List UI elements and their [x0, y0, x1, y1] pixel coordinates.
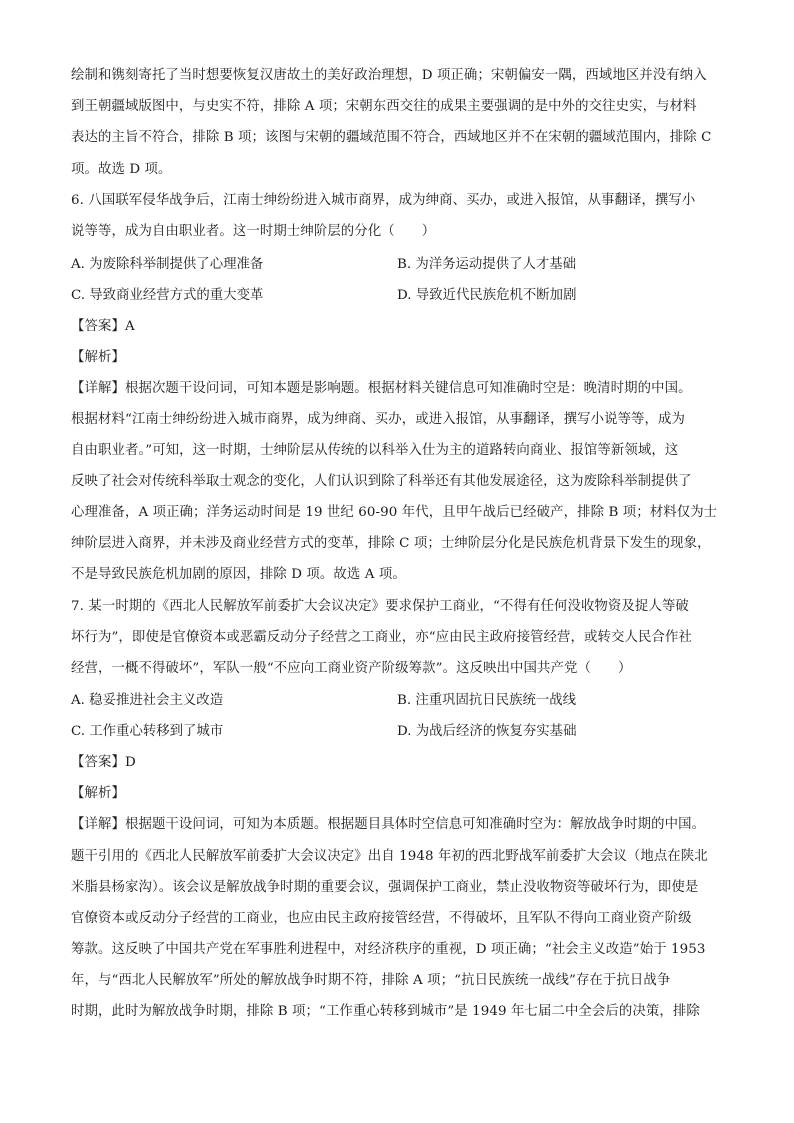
prev-analysis-line: 到王朝疆域版图中，与史实不符，排除 A 项；宋朝东西交往的成果主要强调的是中外的交往史实，与材料 — [71, 99, 697, 114]
q7-detail-line: 米脂县杨家沟）。该会议是解放战争时期的重要会议，强调保护工商业，禁止没收物资等破坏行为，即使是 — [71, 880, 699, 895]
q7-option-a: A. 稳妥推进社会主义改造 — [71, 693, 224, 708]
q6-option-a: A. 为废除科举制提供了心理准备 — [71, 257, 264, 272]
prev-analysis-line: 绘制和镌刻寄托了当时想要恢复汉唐故土的美好政治理想，D 项正确；宋朝偏安一隅，西域地区并没有纳入 — [71, 68, 707, 83]
q7-option-c: C. 工作重心转移到了城市 — [71, 724, 224, 739]
q7-detail-line: 题干引用的《西北人民解放军前委扩大会议决定》出自 1948 年初的西北野战军前委扩大会议（地点在陕北 — [71, 849, 708, 864]
q7-detail-line: 【详解】根据题干设问词，可知为本质题。根据题目具体时空信息可知准确时空为：解放战争时期的中国。 — [71, 817, 706, 832]
q6-detail-line: 根据材料“江南士绅纷纷进入城市商界，成为绅商、买办，或进入报馆，从事翻译，撰写小说等等，成为 — [71, 412, 686, 427]
q6-detail-line: 心理准备，A 项正确；洋务运动时间是 19 世纪 60-90 年代，且甲午战后已经破产，排除 B 项；材料仅为士 — [71, 505, 718, 520]
prev-analysis-line: 项。故选 D 项。 — [71, 162, 172, 177]
q7-detail-line: 筹款。这反映了中国共产党在军事胜利进程中，对经济秩序的重视，D 项正确；“社会主义改造”始于 1953 — [71, 942, 706, 957]
answer-value: D — [124, 755, 136, 770]
q6-option-c: C. 导致商业经营方式的重大变革 — [71, 288, 264, 303]
q7-option-d: D. 为战后经济的恢复夯实基础 — [397, 724, 577, 739]
q6-option-b: B. 为洋务运动提供了人才基础 — [397, 257, 577, 272]
q7-detail-line: 官僚资本或反动分子经营的工商业，也应由民主政府接管经营，不得破坏，且军队不得向工商业资产阶级 — [71, 911, 692, 926]
q7-stem-line: 经营，一概不得破坏”，军队一般“不应向工商业资产阶级筹款”。这反映出中国共产党（ ） — [71, 661, 632, 676]
q7-detail-line: 年，与“西北人民解放军”所处的解放战争时期不符，排除 A 项；“抗日民族统一战线”存在于抗日战争 — [71, 973, 671, 988]
q7-stem-line: 7. 某一时期的《西北人民解放军前委扩大会议决定》要求保护工商业，“不得有任何没收物资及捉人等破 — [71, 599, 689, 614]
q6-detail-line: 自由职业者。”可知，这一时期，士绅阶层从传统的以科举入仕为主的道路转向商业、报馆等新领域，这 — [71, 443, 679, 458]
prev-analysis-line: 表达的主旨不符合，排除 B 项；该图与宋朝的疆域范围不符合，西域地区并不在宋朝的疆域范围内，排除 C — [71, 130, 712, 145]
answer-tag: 【答案】 — [71, 319, 125, 334]
q6-detail-line: 反映了社会对传统科举取士观念的变化，人们认识到除了科举还有其他发展途径，这为废除科举制提供了 — [71, 474, 692, 489]
q7-detail-line: 时期，此时为解放战争时期，排除 B 项；“工作重心转移到城市”是 1949 年七届二中全会后的决策，排除 — [71, 1004, 700, 1019]
q7-answer — [71, 753, 136, 773]
q6-stem-line: 6. 八国联军侵华战争后，江南士绅纷纷进入城市商界，成为绅商、买办，或进入报馆，从事翻译，撰写小 — [71, 193, 696, 208]
q6-answer — [71, 317, 135, 337]
q6-detail-line: 【详解】根据次题干设问词，可知本题是影响题。根据材料关键信息可知准确时空是：晚清时期的中国。 — [71, 381, 692, 396]
q7-stem-line: 坏行为”，即使是官僚资本或恶霸反动分子经营之工商业，亦“应由民主政府接管经营，或转交人民合作社 — [71, 630, 692, 645]
q6-detail-line: 不是导致民族危机加剧的原因，排除 D 项。故选 A 项。 — [71, 567, 406, 582]
q6-option-d: D. 导致近代民族危机不断加剧 — [397, 288, 577, 303]
q6-stem-line: 说等等，成为自由职业者。这一时期士绅阶层的分化（ ） — [71, 224, 436, 239]
q7-option-b: B. 注重巩固抗日民族统一战线 — [397, 693, 577, 708]
q6-analysis-tag: 【解析】 — [71, 350, 125, 365]
answer-value: A — [124, 319, 135, 334]
answer-tag: 【答案】 — [71, 755, 125, 770]
q7-analysis-tag: 【解析】 — [71, 786, 125, 801]
q6-detail-line: 绅阶层进入商界，并未涉及商业经营方式的变革，排除 C 项；士绅阶层分化是民族危机背景下发生的现象， — [71, 536, 711, 551]
